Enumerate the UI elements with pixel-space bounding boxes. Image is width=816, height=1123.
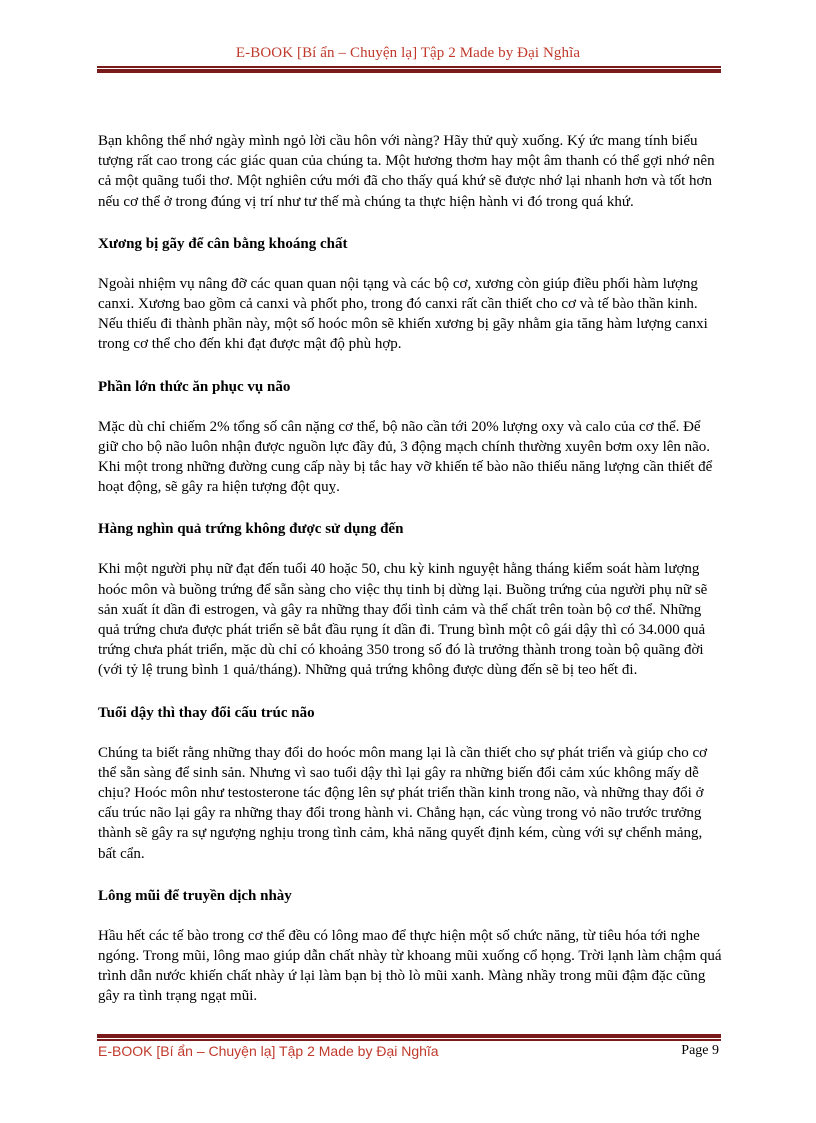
header-rule-thin	[97, 66, 721, 68]
footer-rule-thin	[97, 1039, 721, 1041]
section-heading-eggs: Hàng nghìn quả trứng không được sử dụng đến	[98, 521, 404, 538]
section-heading-nose-hair: Lông mũi để truyền dịch nhày	[98, 887, 292, 904]
header-rule-thick	[97, 69, 721, 73]
section-body-nose-hair: Hầu hết các tế bào trong cơ thể đều có lông mao để thực hiện một số chức năng, từ tiêu hóa tới nghe ngóng. Trong mũi, lông mao giúp dẫn chất nhày từ khoang mũi xuống cổ họng. Trời lạnh làm chậm quá trình dẫn nước khiến chất nhày ứ lại làm bạn bị thò lò mũi xanh. Màng nhầy trong mũi đậm đặc cũng gây ra tình trạng ngạt mũi.	[98, 927, 722, 1005]
section-body-puberty: Chúng ta biết rằng những thay đổi do hoóc môn mang lại là cần thiết cho sự phát triển và giúp cho cơ thể sẵn sàng để sinh sản. Nhưng vì sao tuổi dậy thì lại gây ra những biến đổi cảm xúc không mấy dễ chịu? Hoóc môn như testosterone tác động lên sự phát triển thần kinh trong não, và những thay đổi ở cấu trúc não lại gây ra những thay đổi trong hành vi. Chẳng hạn, các vùng trong vỏ não trước trưởng thành sẽ gây ra sự ngượng nghịu trong tình cảm, khả năng quyết định kém, cùng với sự chểnh mảng, bất cẩn.	[98, 744, 708, 862]
section-body-bones: Ngoài nhiệm vụ nâng đỡ các quan quan nội tạng và các bộ cơ, xương còn giúp điều phối hàm lượng canxi. Xương bao gồm cả canxi và phốt pho, trong đó canxi rất cần thiết cho cơ và tế bào thần kinh. Nếu thiếu đi thành phần này, một số hoóc môn sẽ khiến xương bị gãy nhằm gia tăng hàm lượng canxi trong cơ thể cho đến khi đạt được mật độ phù hợp.	[98, 275, 708, 353]
page-number: Page 9	[681, 1043, 719, 1058]
intro-paragraph: Bạn không thể nhớ ngày mình ngỏ lời cầu hôn với nàng? Hãy thử quỳ xuống. Ký ức mang tính biểu tượng rất cao trong các giác quan của chúng ta. Một hương thơm hay một âm thanh có thể gợi nhớ nên cả một quãng tuổi thơ. Một nghiên cứu mới đã cho thấy quá khứ sẽ được nhớ lại nhanh hơn và tốt hơn nếu cơ thể ở trong đúng vị trí như tư thế mà chúng ta thực hiện hành vi đó trong quá khứ.	[98, 133, 715, 210]
page-header-title: E-BOOK [Bí ẩn – Chuyện lạ] Tập 2 Made by Đại Nghĩa	[235, 45, 581, 61]
section-body-eggs: Khi một người phụ nữ đạt đến tuổi 40 hoặc 50, chu kỳ kinh nguyệt hằng tháng kiểm soát hàm lượng hoóc môn và buồng trứng để sẵn sàng cho việc thụ tinh bị dừng lại. Buồng trứng của người phụ nữ sẽ sản xuất ít dần đi estrogen, và gây ra những thay đổi tình cảm và thể chất trên toàn bộ cơ thể. Những quả trứng chưa được phát triển sẽ bắt đầu rụng ít dần đi. Trung bình một cô gái dậy thì có 34.000 quả trứng chưa phát triển, mặc dù chỉ có khoảng 350 trong số đó là trưởng thành trong toàn bộ quãng đời (với tỷ lệ trung bình 1 quả/tháng). Những quả trứng không được dùng đến sẽ bị teo hết đi.	[98, 561, 708, 679]
section-body-brain-food: Mặc dù chỉ chiếm 2% tổng số cân nặng cơ thể, bộ não cần tới 20% lượng oxy và calo của cơ thể. Để giữ cho bộ não luôn nhận được nguồn lực đầy đủ, 3 động mạch chính thường xuyên bơm oxy lên não. Khi một trong những đường cung cấp này bị tắc hay vỡ khiến tế bào não thiếu năng lượng cần thiết để hoạt động, sẽ gây ra hiện tượng đột quỵ.	[98, 418, 713, 496]
page-content	[98, 131, 722, 1007]
section-heading-puberty: Tuổi dậy thì thay đổi cấu trúc não	[98, 704, 315, 721]
footer-rule-thick	[97, 1034, 721, 1038]
footer-title: E-BOOK [Bí ẩn – Chuyện lạ] Tập 2 Made by Đại Nghĩa	[98, 1043, 439, 1059]
section-heading-bones: Xương bị gãy để cân bằng khoáng chất	[98, 235, 348, 252]
section-heading-brain-food: Phần lớn thức ăn phục vụ não	[98, 378, 291, 395]
